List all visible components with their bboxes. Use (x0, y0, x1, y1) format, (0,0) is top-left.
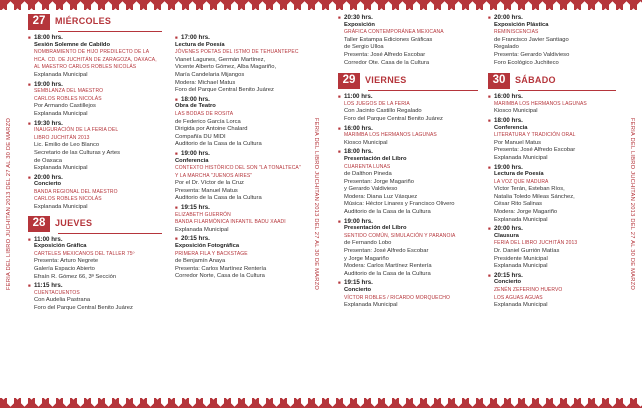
event-detail: María Candelaria Mijangos (175, 71, 245, 78)
event-detail: Presenta: Arturo Negrete (34, 258, 99, 265)
event-list-thursday-b (175, 34, 310, 281)
event-time (338, 218, 478, 226)
event-detail: Presentan: José Alfredo Escobar (344, 248, 429, 255)
event-title: Exposición Gráfica (34, 243, 87, 250)
event-detail: Presenta: Manuel Matus (175, 187, 238, 194)
event-body (488, 171, 616, 224)
event-detail: Corredor Ote. Casa de la Cultura (344, 59, 430, 66)
event-item (175, 96, 310, 149)
event-detail: Modera: Michael Matus (175, 79, 236, 86)
event-body (28, 88, 162, 118)
event-time-text: 18:00 hrs. (34, 34, 63, 41)
bullet-icon: ■ (175, 236, 178, 242)
event-detail: Explanada Municipal (34, 204, 88, 211)
day-name: VIERNES (365, 75, 407, 86)
event-item (338, 93, 478, 123)
event-title: Presentación del Libro (344, 155, 407, 162)
event-time-text: 19:15 hrs. (344, 279, 373, 287)
day-name: JUEVES (55, 217, 93, 228)
event-subtitle: LAS BODAS DE ROSITA (175, 110, 234, 117)
event-item (338, 279, 478, 309)
event-detail: Explanada Municipal (494, 263, 548, 270)
bullet-icon: ■ (488, 272, 491, 278)
event-item (28, 120, 162, 173)
event-detail: Presenta: José Alfredo Escobar (494, 147, 576, 154)
event-body (28, 181, 162, 211)
event-subtitle: REMINISCENCIAS (494, 29, 539, 36)
event-detail: de Sergio Ulloa (344, 44, 384, 51)
bullet-icon: ■ (175, 150, 178, 156)
event-body (175, 243, 310, 281)
event-time-text: 20:15 hrs. (181, 235, 210, 243)
event-time (338, 125, 478, 133)
bullet-icon: ■ (338, 15, 341, 20)
event-time-text: 19:00 hrs. (181, 149, 210, 157)
event-item (175, 150, 310, 203)
event-time-text: 20:00 hrs. (494, 225, 523, 233)
event-detail: Modera: Carlos Martínez Rentería (344, 263, 432, 270)
event-detail: Por el Dr. Víctor de la Cruz (175, 180, 244, 187)
event-subtitle: GRÁFICA CONTEMPORÁNEA MEXICANA (344, 29, 444, 36)
event-subtitle: LIBRO JUCHITÁN 2013 (34, 134, 90, 141)
event-list-friday-b (488, 14, 616, 67)
event-body (28, 42, 162, 80)
event-detail: Efraín R. Gómez 66, 3ª Sección (34, 273, 117, 280)
event-title: Conferencia (175, 157, 209, 164)
event-time-text: 20:30 hrs. (344, 14, 373, 21)
event-time (338, 14, 478, 22)
event-detail: Explanada Municipal (34, 165, 88, 172)
event-item (338, 218, 478, 279)
event-title: Obra de Teatro (175, 103, 216, 110)
header-rule (368, 90, 478, 91)
event-subtitle: HCA. CD. DE JUCHITÁN DE ZARAGOZA, OAXACA, (34, 56, 157, 63)
event-time (28, 236, 162, 244)
bullet-icon: ■ (338, 218, 341, 224)
bullet-icon: ■ (175, 35, 178, 40)
column-2 (175, 34, 310, 282)
event-item (488, 164, 616, 225)
event-subtitle: SEMBLANZA DEL MAESTRO (34, 88, 104, 95)
event-detail: Regalado (494, 44, 519, 51)
event-title: Sesión Solemne de Cabildo (34, 41, 111, 48)
event-body (338, 225, 478, 278)
event-body (28, 290, 162, 313)
event-time-text: 11:15 hrs. (34, 282, 63, 290)
event-item (488, 117, 616, 163)
event-time (28, 282, 162, 290)
event-time (175, 235, 310, 243)
event-body (175, 103, 310, 149)
event-body (338, 22, 478, 68)
event-item (28, 174, 162, 212)
event-item (28, 282, 162, 312)
event-detail: Modera: Diana Luz Vásquez (344, 193, 418, 200)
event-detail: de Francisco Javier Santiago (494, 36, 569, 43)
event-time (175, 96, 310, 104)
event-time-text: 18:00 hrs. (344, 148, 373, 156)
bullet-icon: ■ (175, 96, 178, 102)
event-subtitle: CARLOS ROBLES NICOLÁS (34, 95, 102, 102)
event-body (338, 132, 478, 147)
side-banner-left: FERIA DEL LIBRO JUCHITAN 2013 DEL 27 AL 30 DE MARZO (6, 117, 12, 291)
bullet-icon: ■ (488, 15, 491, 20)
event-body (175, 212, 310, 235)
event-time (338, 93, 478, 101)
event-detail: Foro del Parque Central Benito Juárez (175, 87, 274, 94)
bullet-icon: ■ (28, 283, 31, 289)
event-item (175, 34, 310, 95)
bullet-icon: ■ (338, 280, 341, 286)
header-rule (518, 90, 616, 91)
event-item (338, 125, 478, 148)
event-item (488, 93, 616, 116)
event-body (338, 101, 478, 124)
event-detail: César Rito Salinas (494, 201, 543, 208)
event-body (488, 22, 616, 68)
event-item (488, 272, 616, 310)
day-header-friday (338, 73, 478, 89)
event-time (175, 150, 310, 158)
event-time (175, 34, 310, 42)
event-time-text: 11:00 hrs. (344, 93, 373, 101)
day-name: SÁBADO (515, 75, 556, 86)
event-subtitle: CARLOS ROBLES NICOLÁS (34, 196, 102, 203)
event-detail: Explanada Municipal (175, 226, 229, 233)
event-subtitle: JÓVENES POETAS DEL ISTMO DE TEHUANTEPEC (175, 49, 299, 56)
event-time-text: 16:00 hrs. (494, 93, 523, 101)
event-detail: Explanada Municipal (494, 154, 548, 161)
header-rule (58, 233, 162, 234)
event-detail: Explanada Municipal (34, 110, 88, 117)
bullet-icon: ■ (488, 94, 491, 100)
event-list-wednesday (28, 34, 162, 212)
event-time-text: 19:30 hrs. (34, 119, 63, 127)
event-body (338, 287, 478, 310)
event-detail: Presenta: Gerardo Valdivieso (494, 51, 570, 58)
event-body (488, 101, 616, 116)
event-title: Concierto (344, 287, 372, 293)
day-name: MIÉRCOLES (55, 16, 112, 27)
bullet-icon: ■ (28, 35, 31, 40)
event-item (28, 34, 162, 80)
event-body (28, 127, 162, 173)
event-time-text: 11:00 hrs. (34, 235, 63, 243)
event-time (488, 225, 616, 233)
event-detail: y Gerardo Valdivieso (344, 186, 398, 193)
event-detail: Vicente Alberto Gómez, Alba Magariño, (175, 64, 277, 71)
event-detail: Lic. Emilio de Leo Blanco (34, 142, 100, 149)
event-time-text: 18:00 hrs. (181, 95, 210, 103)
event-detail: Presentan: Jorge Magariño (344, 178, 414, 185)
event-title: Concierto (34, 181, 62, 188)
event-detail: Foro del Parque Central Benito Juárez (34, 305, 133, 311)
event-title: Clausura (494, 232, 519, 239)
event-title: Exposición (344, 21, 375, 28)
event-detail: Natalia Toledo Mileas Sánchez, (494, 193, 575, 200)
event-detail: Auditorio de la Casa de la Cultura (175, 195, 262, 202)
event-item (338, 148, 478, 216)
event-detail: Galería Espacio Abierto (34, 266, 95, 273)
day-header-wednesday (28, 14, 162, 30)
event-detail: Vianet Lagunes, Germán Martínez, (175, 56, 266, 63)
bullet-icon: ■ (28, 81, 31, 87)
event-detail: Con Audelia Pastrana (34, 297, 91, 304)
event-body (28, 243, 162, 281)
column-1 (28, 12, 162, 314)
event-time-text: 20:15 hrs. (494, 271, 523, 279)
event-body (488, 279, 616, 309)
event-subtitle: MARIMBA LOS HERMANOS LAGUNAS (494, 100, 587, 107)
event-item (28, 81, 162, 119)
event-time (488, 93, 616, 101)
event-title: Presentación del Libro (344, 225, 407, 232)
event-subtitle: SENTIDO COMÚN, SIMULACIÓN Y PARANOIA (344, 232, 456, 239)
bottom-zigzag-border (0, 398, 642, 408)
event-subtitle: LITERATURA Y TRADICIÓN ORAL (494, 132, 576, 139)
event-detail: Foro del Parque Central Benito Juárez (344, 115, 443, 122)
event-detail: de Benjamín Anaya (175, 258, 226, 265)
event-detail: Taller Estampa Ediciones Gráficas (344, 36, 433, 43)
event-time (28, 34, 162, 42)
event-detail: Dirigida por Antoine Chalard (175, 126, 248, 133)
event-subtitle: Y LA MARCHA "JUENOS AIRES" (175, 172, 253, 179)
event-subtitle: ZENÉN ZEFERINO HUERVO (494, 287, 563, 293)
event-time-text: 17:00 hrs. (181, 34, 210, 41)
event-subtitle: PRIMERA FILA Y BACKSTAGE (175, 250, 248, 257)
event-detail: Por Manuel Matus (494, 139, 542, 146)
event-detail: Foro Ecológico Juchiteco (494, 59, 559, 66)
event-subtitle: NOMBRAMIENTO DE HIJO PREDILECTO DE LA (34, 49, 150, 56)
day-number: 29 (338, 73, 360, 89)
event-detail: Con Jacinto Castillo Regalado (344, 108, 422, 115)
event-time (488, 272, 616, 280)
event-detail: y Jorge Magariño (344, 255, 389, 262)
event-detail: Kiosco Municipal (344, 139, 388, 146)
bullet-icon: ■ (175, 205, 178, 211)
event-time-text: 19:00 hrs. (34, 80, 63, 88)
event-detail: Por Armando Castillejos (34, 103, 96, 110)
event-list-thursday-a (28, 236, 162, 313)
header-rule (58, 31, 162, 32)
event-time-text: 19:15 hrs. (181, 204, 210, 212)
event-list-thursday-c (338, 14, 478, 67)
event-item (488, 14, 616, 67)
event-subtitle: MARIMBA LOS HERMANOS LAGUNAS (344, 132, 437, 139)
event-body (175, 42, 310, 95)
event-title: Conferencia (494, 124, 528, 131)
event-time (488, 117, 616, 125)
event-detail: Explanada Municipal (34, 71, 88, 78)
event-detail: Presenta: José Alfredo Escobar (344, 51, 426, 58)
event-body (488, 233, 616, 271)
event-subtitle: CONTEXTO HISTÓRICO DEL SON "LA TONALTECA" (175, 165, 301, 172)
bullet-icon: ■ (28, 174, 31, 180)
event-subtitle: LOS AGUAS AGUAS (494, 294, 543, 301)
event-subtitle: BANDA REGIONAL DEL MAESTRO (34, 188, 118, 195)
day-number: 30 (488, 73, 510, 89)
event-time-text: 19:00 hrs. (494, 163, 523, 171)
bullet-icon: ■ (488, 164, 491, 170)
event-time (338, 148, 478, 156)
bullet-icon: ■ (338, 125, 341, 131)
event-time (28, 174, 162, 182)
event-detail: Modera: Jorge Magariño (494, 209, 558, 216)
event-time-text: 18:00 hrs. (494, 116, 523, 124)
event-subtitle: LOS JUEGOS DE LA FERIA (344, 100, 410, 107)
day-number: 28 (28, 216, 50, 232)
event-title: Lectura de Poesía (175, 41, 225, 48)
side-banner-right: FERIA DEL LIBRO JUCHITAN 2013 DEL 27 AL 30 DE MARZO (629, 117, 635, 291)
event-title: Lectura de Poesía (494, 171, 544, 178)
event-time-text: 20:00 hrs. (494, 14, 523, 21)
event-detail: Kiosco Municipal (494, 108, 538, 115)
event-detail: Presenta: Carlos Martínez Rentería (175, 265, 267, 272)
event-subtitle: AL MAESTRO CARLOS ROBLES NICOLÁS (34, 64, 137, 71)
event-detail: Explanada Municipal (344, 302, 398, 309)
event-detail: Compañía DU MIDI (175, 133, 226, 140)
bullet-icon: ■ (28, 120, 31, 126)
event-detail: Víctor Terán, Esteban Ríos, (494, 186, 565, 193)
event-item (28, 236, 162, 282)
event-detail: Explanada Municipal (494, 302, 548, 309)
event-detail: Explanada Municipal (494, 216, 548, 223)
bullet-icon: ■ (28, 236, 31, 242)
event-title: Exposición Fotográfica (175, 243, 240, 250)
event-time (338, 279, 478, 287)
event-detail: de Fernando Lobo (344, 240, 392, 247)
event-detail: de Dalthon Pineda (344, 171, 392, 178)
event-detail: Dr. Daniel Gurrión Matías (494, 248, 560, 255)
event-subtitle: ELIZABETH GUERRÓN (175, 211, 231, 218)
event-subtitle: FERIA DEL LIBRO JUCHITÁN 2013 (494, 240, 578, 247)
event-subtitle: INAUGURACIÓN DE LA FERIA DEL (34, 127, 119, 134)
bullet-icon: ■ (488, 226, 491, 232)
event-detail: Presidente Municipal (494, 255, 548, 262)
event-item (175, 235, 310, 281)
event-body (175, 158, 310, 204)
event-detail: Auditorio de la Casa de la Cultura (344, 270, 431, 277)
event-subtitle: VÍCTOR ROBLES / RICARDO MORQUECHO (344, 294, 450, 301)
event-detail: Corredor Norte, Casa de la Cultura (175, 273, 265, 280)
event-title: Exposición Plástica (494, 21, 549, 28)
event-item (175, 204, 310, 234)
event-list-friday (338, 93, 478, 310)
event-item (488, 225, 616, 271)
event-subtitle: LA VOZ QUE MADURA (494, 178, 549, 185)
event-subtitle: CUARENTA LUNAS (344, 163, 391, 170)
event-detail: Secretario de las Culturas y Artes (34, 149, 121, 156)
event-subtitle: CARTELES MEXICANOS DEL TALLER 75º (34, 250, 135, 257)
event-time (175, 204, 310, 212)
day-number: 27 (28, 14, 50, 30)
top-zigzag-border (0, 0, 642, 10)
bullet-icon: ■ (488, 117, 491, 123)
event-detail: de Oaxaca (34, 157, 63, 164)
event-time (28, 120, 162, 128)
event-time (28, 81, 162, 89)
column-4 (488, 14, 616, 311)
event-time-text: 16:00 hrs. (344, 124, 373, 132)
event-body (488, 125, 616, 163)
bullet-icon: ■ (338, 94, 341, 100)
event-body (338, 156, 478, 217)
event-item (338, 14, 478, 67)
day-header-saturday (488, 73, 616, 89)
event-time (488, 164, 616, 172)
event-detail: Auditorio de la Casa de la Cultura (344, 209, 431, 216)
event-title: Concierto (494, 279, 522, 286)
event-subtitle: BANDA FILARMÓNICA INFANTIL BADU XAADI (175, 219, 286, 226)
day-header-thursday (28, 216, 162, 232)
event-detail: de Federico García Lorca (175, 118, 241, 125)
event-time-text: 19:00 hrs. (344, 217, 373, 225)
bullet-icon: ■ (338, 149, 341, 155)
event-subtitle: CUENTACUENTOS (34, 289, 80, 296)
event-detail: Música: Héctor Linares y Francisco Olivero (344, 201, 455, 208)
event-list-saturday (488, 93, 616, 310)
event-time (488, 14, 616, 22)
event-detail: Auditorio de la Casa de la Cultura (175, 141, 262, 148)
event-time-text: 20:00 hrs. (34, 173, 63, 181)
column-3 (338, 14, 478, 311)
side-banner-middle: FERIA DEL LIBRO JUCHITAN 2013 DEL 27 AL 30 DE MARZO (313, 117, 319, 291)
